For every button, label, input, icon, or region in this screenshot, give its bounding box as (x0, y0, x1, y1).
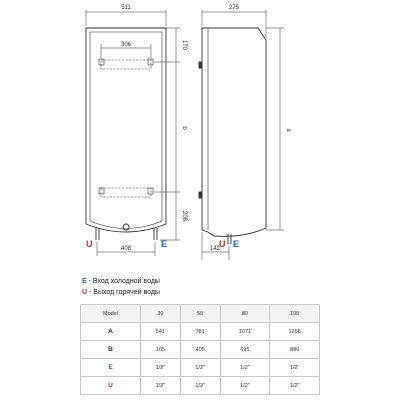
spec-header-cell: Model (81, 305, 141, 323)
spec-cell: 1/2" (220, 359, 270, 377)
legend-hot-key: U (82, 289, 88, 296)
a-label: a (285, 128, 291, 132)
bottom-offset-label: 208 (181, 210, 187, 222)
spec-cell: 1/2" (220, 377, 270, 395)
spec-cell: 1/2" (140, 377, 180, 395)
spec-header-cell: 30 (140, 305, 180, 323)
side-cold-mark: E (233, 239, 240, 249)
legend-hot (82, 287, 160, 298)
spec-cell: 1/2" (270, 359, 320, 377)
spec-cell: 695 (220, 341, 270, 359)
depth-label: 275 (228, 5, 240, 11)
legend-hot-text: - Выход горячей воды (87, 289, 160, 296)
spec-header-row (81, 305, 320, 323)
b-label: b (181, 126, 187, 130)
side-body-outline (202, 28, 266, 236)
spec-row-label: U (81, 377, 141, 395)
spec-row-u (81, 377, 320, 395)
spec-cell: 165 (140, 341, 180, 359)
spec-header-cell: 100 (270, 305, 320, 323)
spec-row-label: A (81, 323, 141, 341)
spec-table (80, 304, 320, 395)
spec-row-label: E (81, 359, 141, 377)
spec-cell: 541 (140, 323, 180, 341)
spec-row-b (81, 341, 320, 359)
pipe-spacing-label: 408 (120, 246, 132, 252)
front-view (86, 28, 166, 240)
legend (82, 276, 160, 298)
spec-cell: 1/2" (140, 359, 180, 377)
side-hot-mark: U (219, 239, 226, 249)
spec-cell: 1/2" (180, 377, 220, 395)
side-bracket-bottom (199, 192, 202, 198)
upper-bracket (101, 60, 151, 69)
legend-cold (82, 276, 160, 287)
side-pipe-label: 142 (209, 246, 221, 252)
front-body-outline (86, 28, 166, 232)
legend-cold-text: - Вход холодной воды (86, 278, 160, 285)
spec-row-label: B (81, 341, 141, 359)
width-label: 511 (121, 5, 131, 11)
lower-bracket (101, 188, 151, 197)
spec-cell: 1/2" (180, 359, 220, 377)
hot-outlet-mark: U (86, 239, 93, 249)
spec-cell: 781 (180, 323, 220, 341)
spec-cell: 880 (270, 341, 320, 359)
side-bracket-top (199, 62, 202, 68)
spec-header-cell: 50 (180, 305, 220, 323)
inner-width-label: 306 (120, 42, 132, 48)
spec-cell: 1256 (270, 323, 320, 341)
thermostat-knob (123, 224, 129, 230)
legend-cold-key: E (82, 278, 87, 285)
lower-hole-left (99, 188, 104, 194)
cold-inlet-mark: E (161, 239, 168, 249)
lower-hole-right (148, 188, 153, 194)
spec-header-cell: 80 (220, 305, 270, 323)
spec-row-a (81, 323, 320, 341)
top-offset-label: 170 (181, 39, 187, 51)
spec-cell: 405 (180, 341, 220, 359)
side-view (199, 28, 266, 244)
spec-row-e (81, 359, 320, 377)
side-dimensions (202, 10, 284, 260)
spec-cell: 1071 (220, 323, 270, 341)
spec-cell: 1/2" (270, 377, 320, 395)
